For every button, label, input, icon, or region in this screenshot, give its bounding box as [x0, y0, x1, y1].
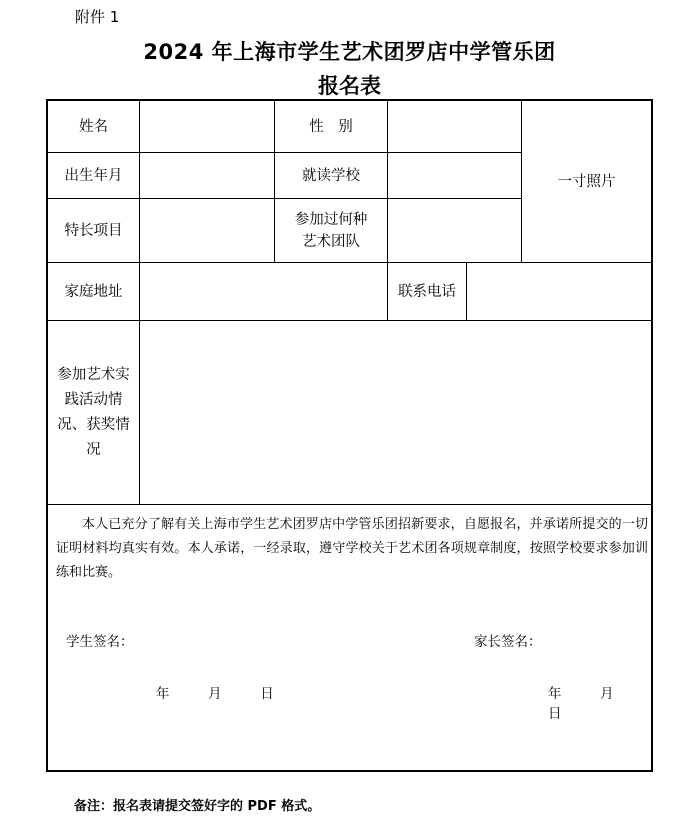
registration-form	[46, 99, 653, 772]
photo-label: 一寸照片	[557, 173, 616, 190]
phone-field[interactable]	[467, 263, 651, 320]
parent-signature-label: 家长签名：	[474, 634, 542, 650]
activities-field[interactable]	[140, 321, 651, 504]
student-date-month: 月	[208, 686, 222, 702]
art-group-field[interactable]	[388, 199, 521, 262]
name-field[interactable]	[140, 101, 274, 152]
specialty-field[interactable]	[140, 199, 274, 262]
row-line-5	[48, 504, 651, 505]
page-subtitle: 报名表	[318, 74, 381, 98]
student-date	[156, 682, 274, 702]
art-group-label: 参加过何种艺术团队	[294, 211, 368, 250]
student-date-day: 日	[260, 686, 274, 702]
gender-label: 性 别	[309, 118, 353, 135]
activities-label: 参加艺术实践活动情况、获奖情况	[57, 366, 130, 458]
footer-note: 备注：报名表请提交签好字的 PDF 格式。	[74, 799, 321, 814]
student-signature-label: 学生签名：	[66, 634, 134, 650]
address-label: 家庭地址	[64, 283, 123, 300]
school-label: 就读学校	[302, 167, 360, 184]
name-label: 姓名	[79, 118, 108, 135]
parent-date-month: 月	[600, 686, 614, 702]
birth-field[interactable]	[140, 153, 274, 198]
specialty-label: 特长项目	[64, 222, 123, 239]
student-date-year: 年	[156, 686, 170, 702]
attachment-label: 附件 1	[75, 8, 120, 26]
birth-label: 出生年月	[64, 167, 123, 184]
address-field[interactable]	[140, 263, 387, 320]
parent-date-year: 年	[548, 686, 562, 702]
parent-date-day: 日	[548, 706, 562, 722]
phone-label: 联系电话	[398, 283, 456, 300]
gender-field[interactable]	[388, 101, 521, 152]
school-field[interactable]	[388, 153, 521, 198]
declaration-text: 本人已充分了解有关上海市学生艺术团罗店中学管乐团招新要求，自愿报名，并承诺所提交的一切证明材料均真实有效。本人承诺，一经录取，遵守学校关于艺术团各项规章制度，按照学校要求参加训练和比赛。	[56, 517, 648, 580]
parent-date	[548, 682, 651, 722]
page-title: 2024 年上海市学生艺术团罗店中学管乐团	[143, 40, 556, 64]
